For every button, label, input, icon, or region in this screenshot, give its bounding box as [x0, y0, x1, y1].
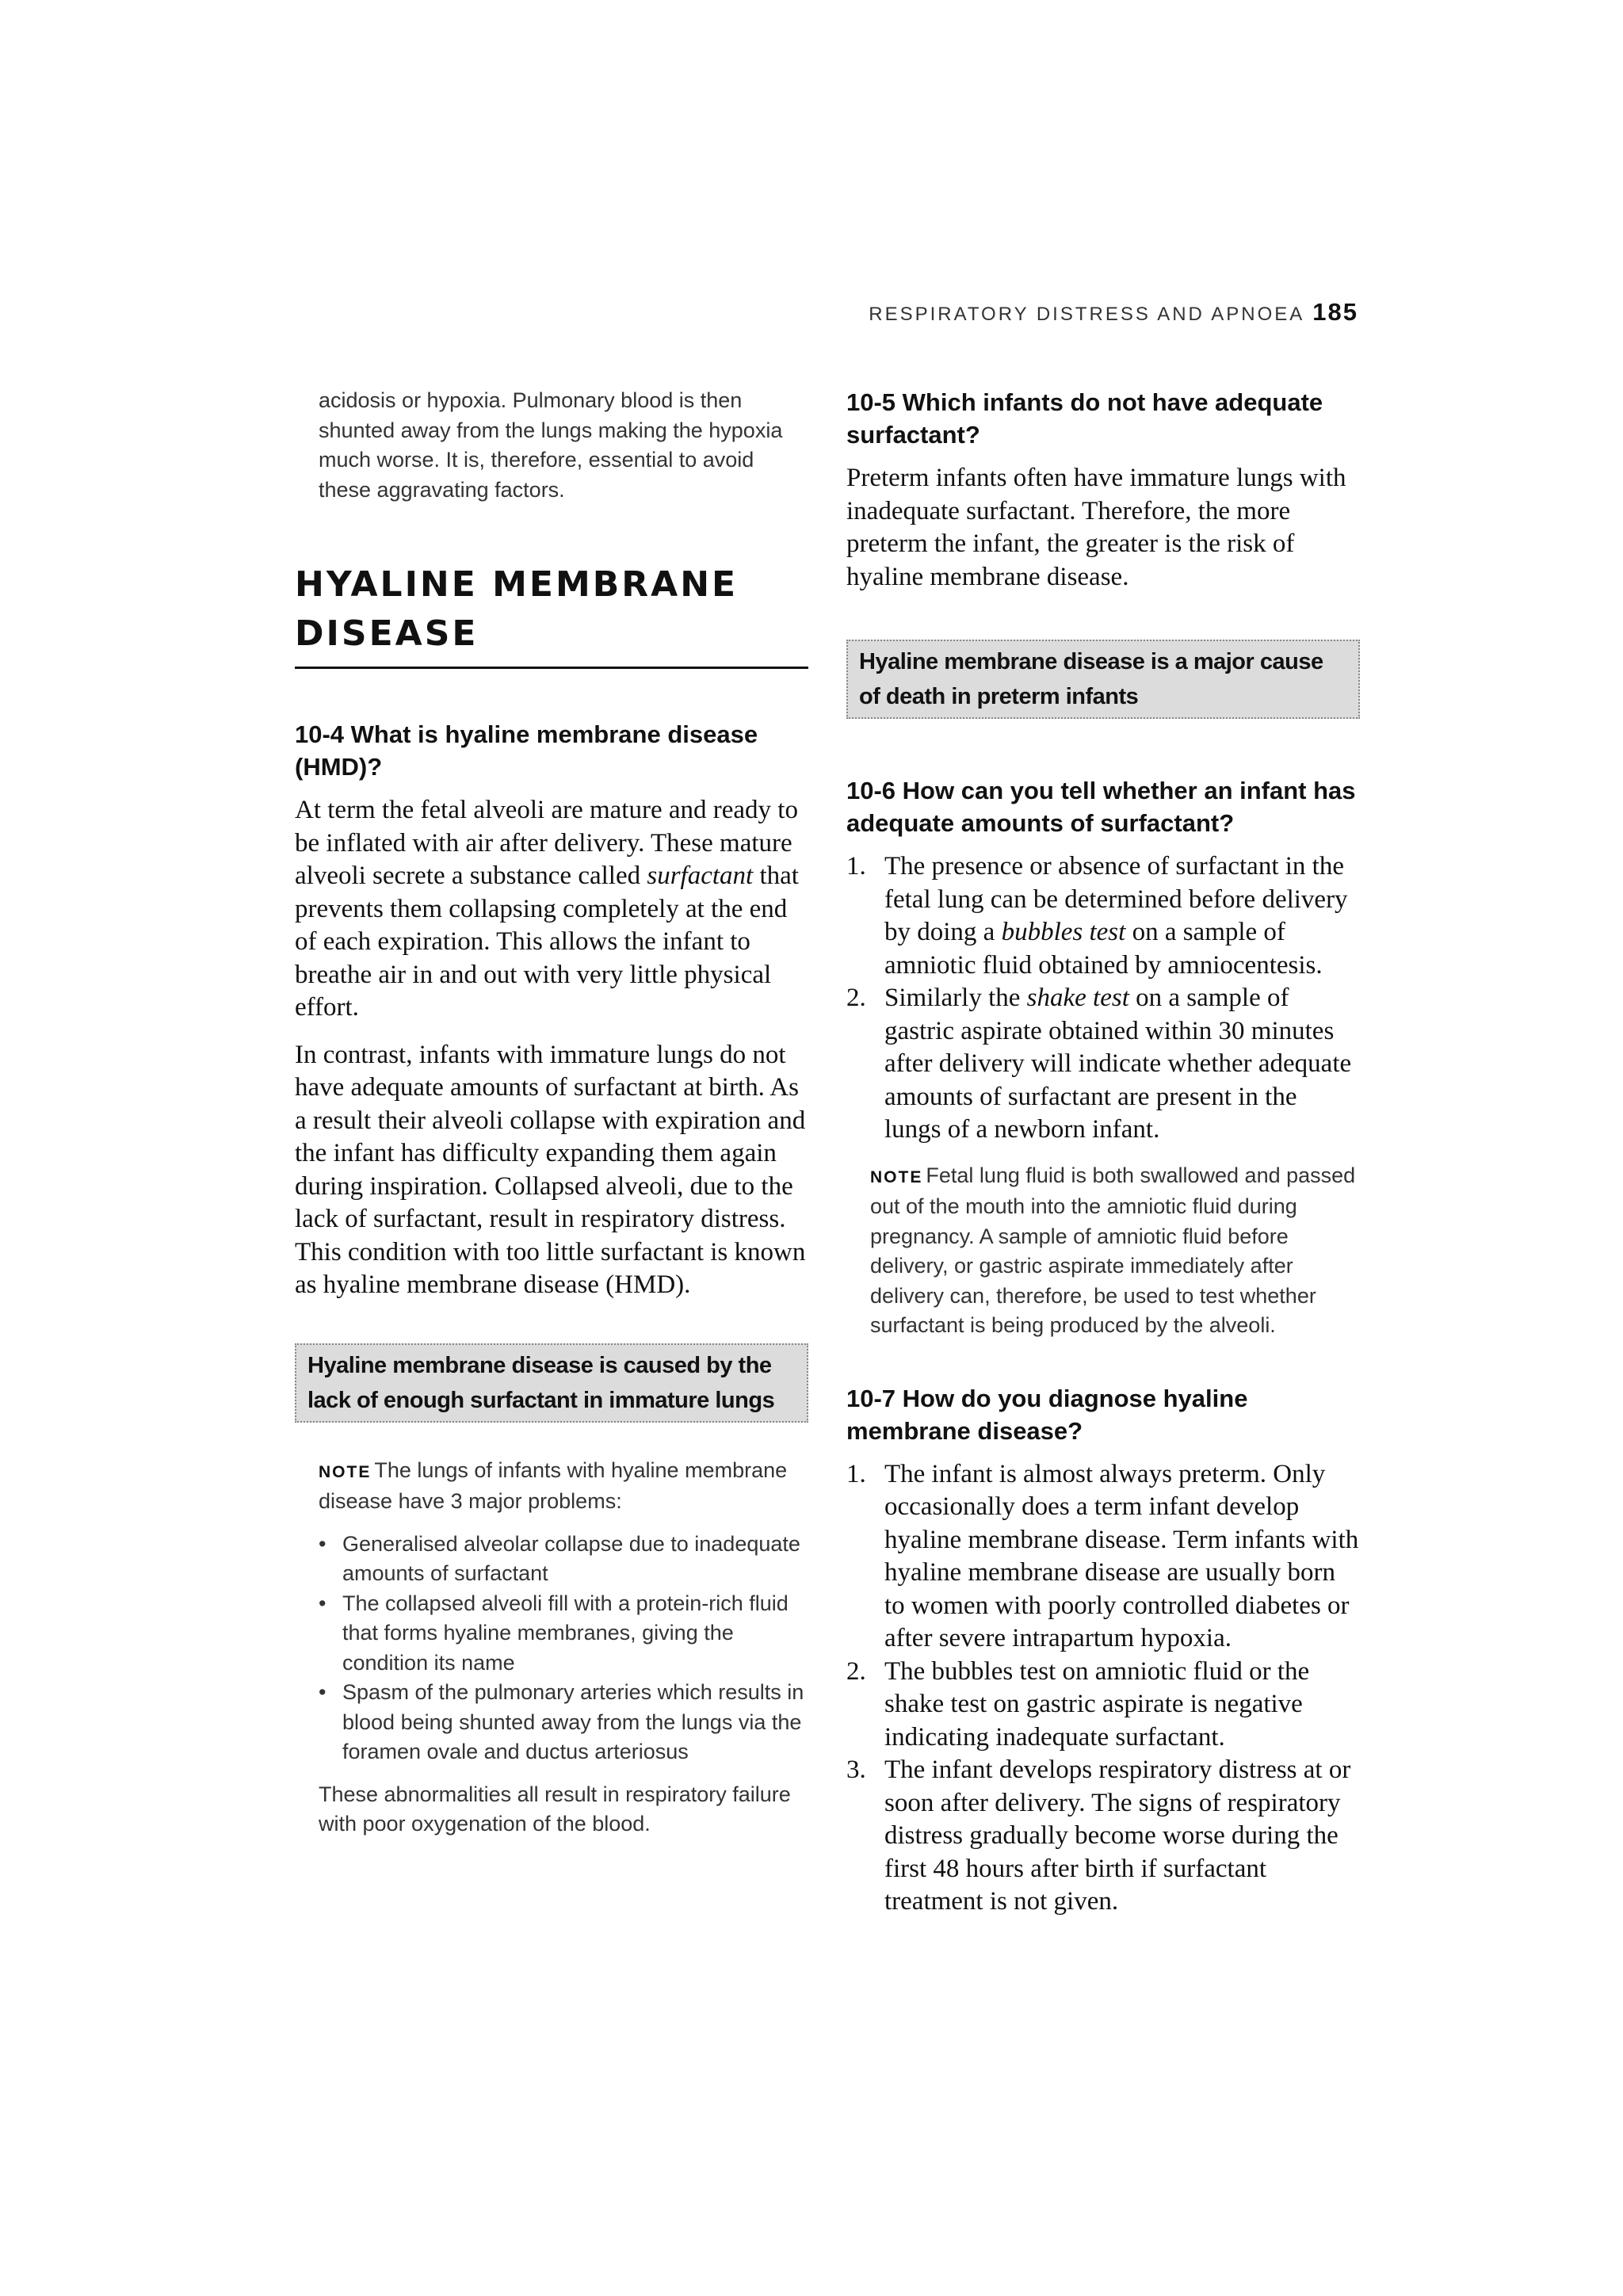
q6-item2-before: Similarly the [884, 984, 1027, 1012]
section-title [295, 560, 808, 669]
left-column [295, 386, 808, 1839]
question-10-5-body [846, 462, 1360, 594]
question-10-7-heading: 10-7 How do you diagnose hyaline membrane disease? [846, 1384, 1248, 1445]
q7-item-text: The infant is almost always preterm. Only occasionally does a term infant develop hyaline membrane disease. Term infants with hyaline membrane disease are usually born to women with poorly controlled diabetes or after severe intrapartum hypoxia. [884, 1459, 1359, 1652]
bullet-dot-icon: • [319, 1591, 327, 1615]
intro-note-text: acidosis or hypoxia. Pulmonary blood is then shunted away from the lungs making the hypoxia much worse. It is, therefore, essential to avoid these aggravating factors. [319, 388, 783, 502]
q6-item2-after: on a sample of gastric aspirate obtained within 30 minutes after delivery will indicate whether adequate amounts of surfactant are present in the lungs of a newborn infant. [884, 984, 1352, 1144]
q7-numbered-list [846, 1458, 1360, 1919]
question-10-4-heading: 10-4 What is hyaline membrane disease (HMD)? [295, 720, 758, 781]
note-right-text [870, 1161, 1360, 1341]
list-item [846, 850, 1360, 982]
note-closing: These abnormalities all result in respiratory failure with poor oxygenation of the blood. [319, 1782, 791, 1836]
q7-item-text: The bubbles test on amniotic fluid or the shake test on gastric aspirate is negative indicating inadequate surfactant. [884, 1656, 1310, 1752]
q6-item2-italic: shake test [1026, 984, 1129, 1012]
q4-p1-before: At term the fetal alveoli are mature and ready to be inflated with air after delivery. These mature alveoli secrete a substance called [295, 796, 798, 890]
intro-note [295, 386, 808, 505]
bullet-text: Generalised alveolar collapse due to inadequate amounts of surfactant [342, 1531, 800, 1585]
note-block-left [295, 1456, 808, 1839]
q4-p1-italic: surfactant [647, 861, 754, 890]
bullet-text: The collapsed alveoli fill with a protein-rich fluid that forms hyaline membranes, giving the condition its name [342, 1591, 789, 1675]
q6-item1-italic: bubbles test [1001, 918, 1126, 946]
question-10-7-body [846, 1458, 1360, 1919]
list-item [846, 1656, 1360, 1755]
note-left-text [319, 1456, 808, 1517]
callout-box-left: Hyaline membrane disease is caused by the lack of enough surfactant in immature lungs [295, 1343, 808, 1423]
list-item [319, 1678, 808, 1767]
list-item [846, 1754, 1360, 1919]
callout-box-right: Hyaline membrane disease is a major cause of death in preterm infants [846, 640, 1360, 719]
list-number: 3. [846, 1755, 866, 1784]
list-item [846, 1458, 1360, 1656]
q6-item1-before: The presence or absence of surfactant in the fetal lung can be determined before delivery by doing a [884, 852, 1348, 946]
section-title-line1: HYALINE MEMBRANE [295, 564, 739, 605]
note-label: NOTE [870, 1167, 923, 1186]
bullet-dot-icon: • [319, 1680, 327, 1704]
section-title-line2: DISEASE [295, 613, 479, 654]
list-number: 2. [846, 984, 866, 1012]
note-right-body: Fetal lung fluid is both swallowed and passed out of the mouth into the amniotic fluid during pregnancy. A sample of amniotic fluid before delivery, or gastric aspirate immediately after delivery can, therefore, be used to test whether surfactant is being produced by the alveoli. [870, 1163, 1356, 1337]
list-number: 1. [846, 852, 866, 881]
q4-p1-after: that prevents them collapsing completely at the end of each expiration. This allows the infant to breathe air in and out with very little physical effort. [295, 861, 799, 1022]
q4-paragraph-2: In contrast, infants with immature lungs do not have adequate amounts of surfactant at birth. As a result their alveoli collapse with expiration and the infant has difficulty expanding them again during inspiration. Collapsed alveoli, due to the lack of surfactant, result in respiratory distress. This condition with too little surfactant is known as hyaline membrane disease (HMD). [295, 1040, 806, 1299]
question-10-4-body [295, 794, 808, 1302]
q5-paragraph: Preterm infants often have immature lungs with inadequate surfactant. Therefore, the more preterm the infant, the greater is the risk of hyaline membrane disease. [846, 464, 1346, 591]
bullet-text: Spasm of the pulmonary arteries which results in blood being shunted away from the lungs via the foramen ovale and ductus arteriosus [342, 1680, 804, 1763]
note-block-right [846, 1161, 1360, 1341]
running-head-title: RESPIRATORY DISTRESS AND APNOEA [869, 304, 1305, 325]
q7-item-text: The infant develops respiratory distress at or soon after delivery. The signs of respiratory distress gradually become worse during the first 48 hours after birth if surfactant treatment is not given. [884, 1755, 1351, 1916]
list-item [319, 1530, 808, 1589]
note-bullet-list [319, 1530, 808, 1767]
running-head [869, 298, 1358, 327]
note-label: NOTE [319, 1462, 372, 1481]
q4-paragraph-1 [295, 794, 808, 1025]
question-10-5-heading: 10-5 Which infants do not have adequate surfactant? [846, 388, 1323, 449]
question-10-6-body [846, 850, 1360, 1147]
list-item [846, 982, 1360, 1147]
note-left-body: The lungs of infants with hyaline membrane disease have 3 major problems: [319, 1457, 788, 1513]
list-number: 1. [846, 1459, 866, 1488]
right-column [846, 386, 1360, 1919]
bullet-dot-icon: • [319, 1531, 327, 1556]
list-item [319, 1589, 808, 1679]
list-number: 2. [846, 1656, 866, 1686]
q6-numbered-list [846, 850, 1360, 1147]
q6-item1-after: on a sample of amniotic fluid obtained by amniocentesis. [884, 918, 1323, 980]
question-10-6-heading: 10-6 How can you tell whether an infant has adequate amounts of surfactant? [846, 777, 1356, 837]
page-number: 185 [1312, 298, 1358, 326]
